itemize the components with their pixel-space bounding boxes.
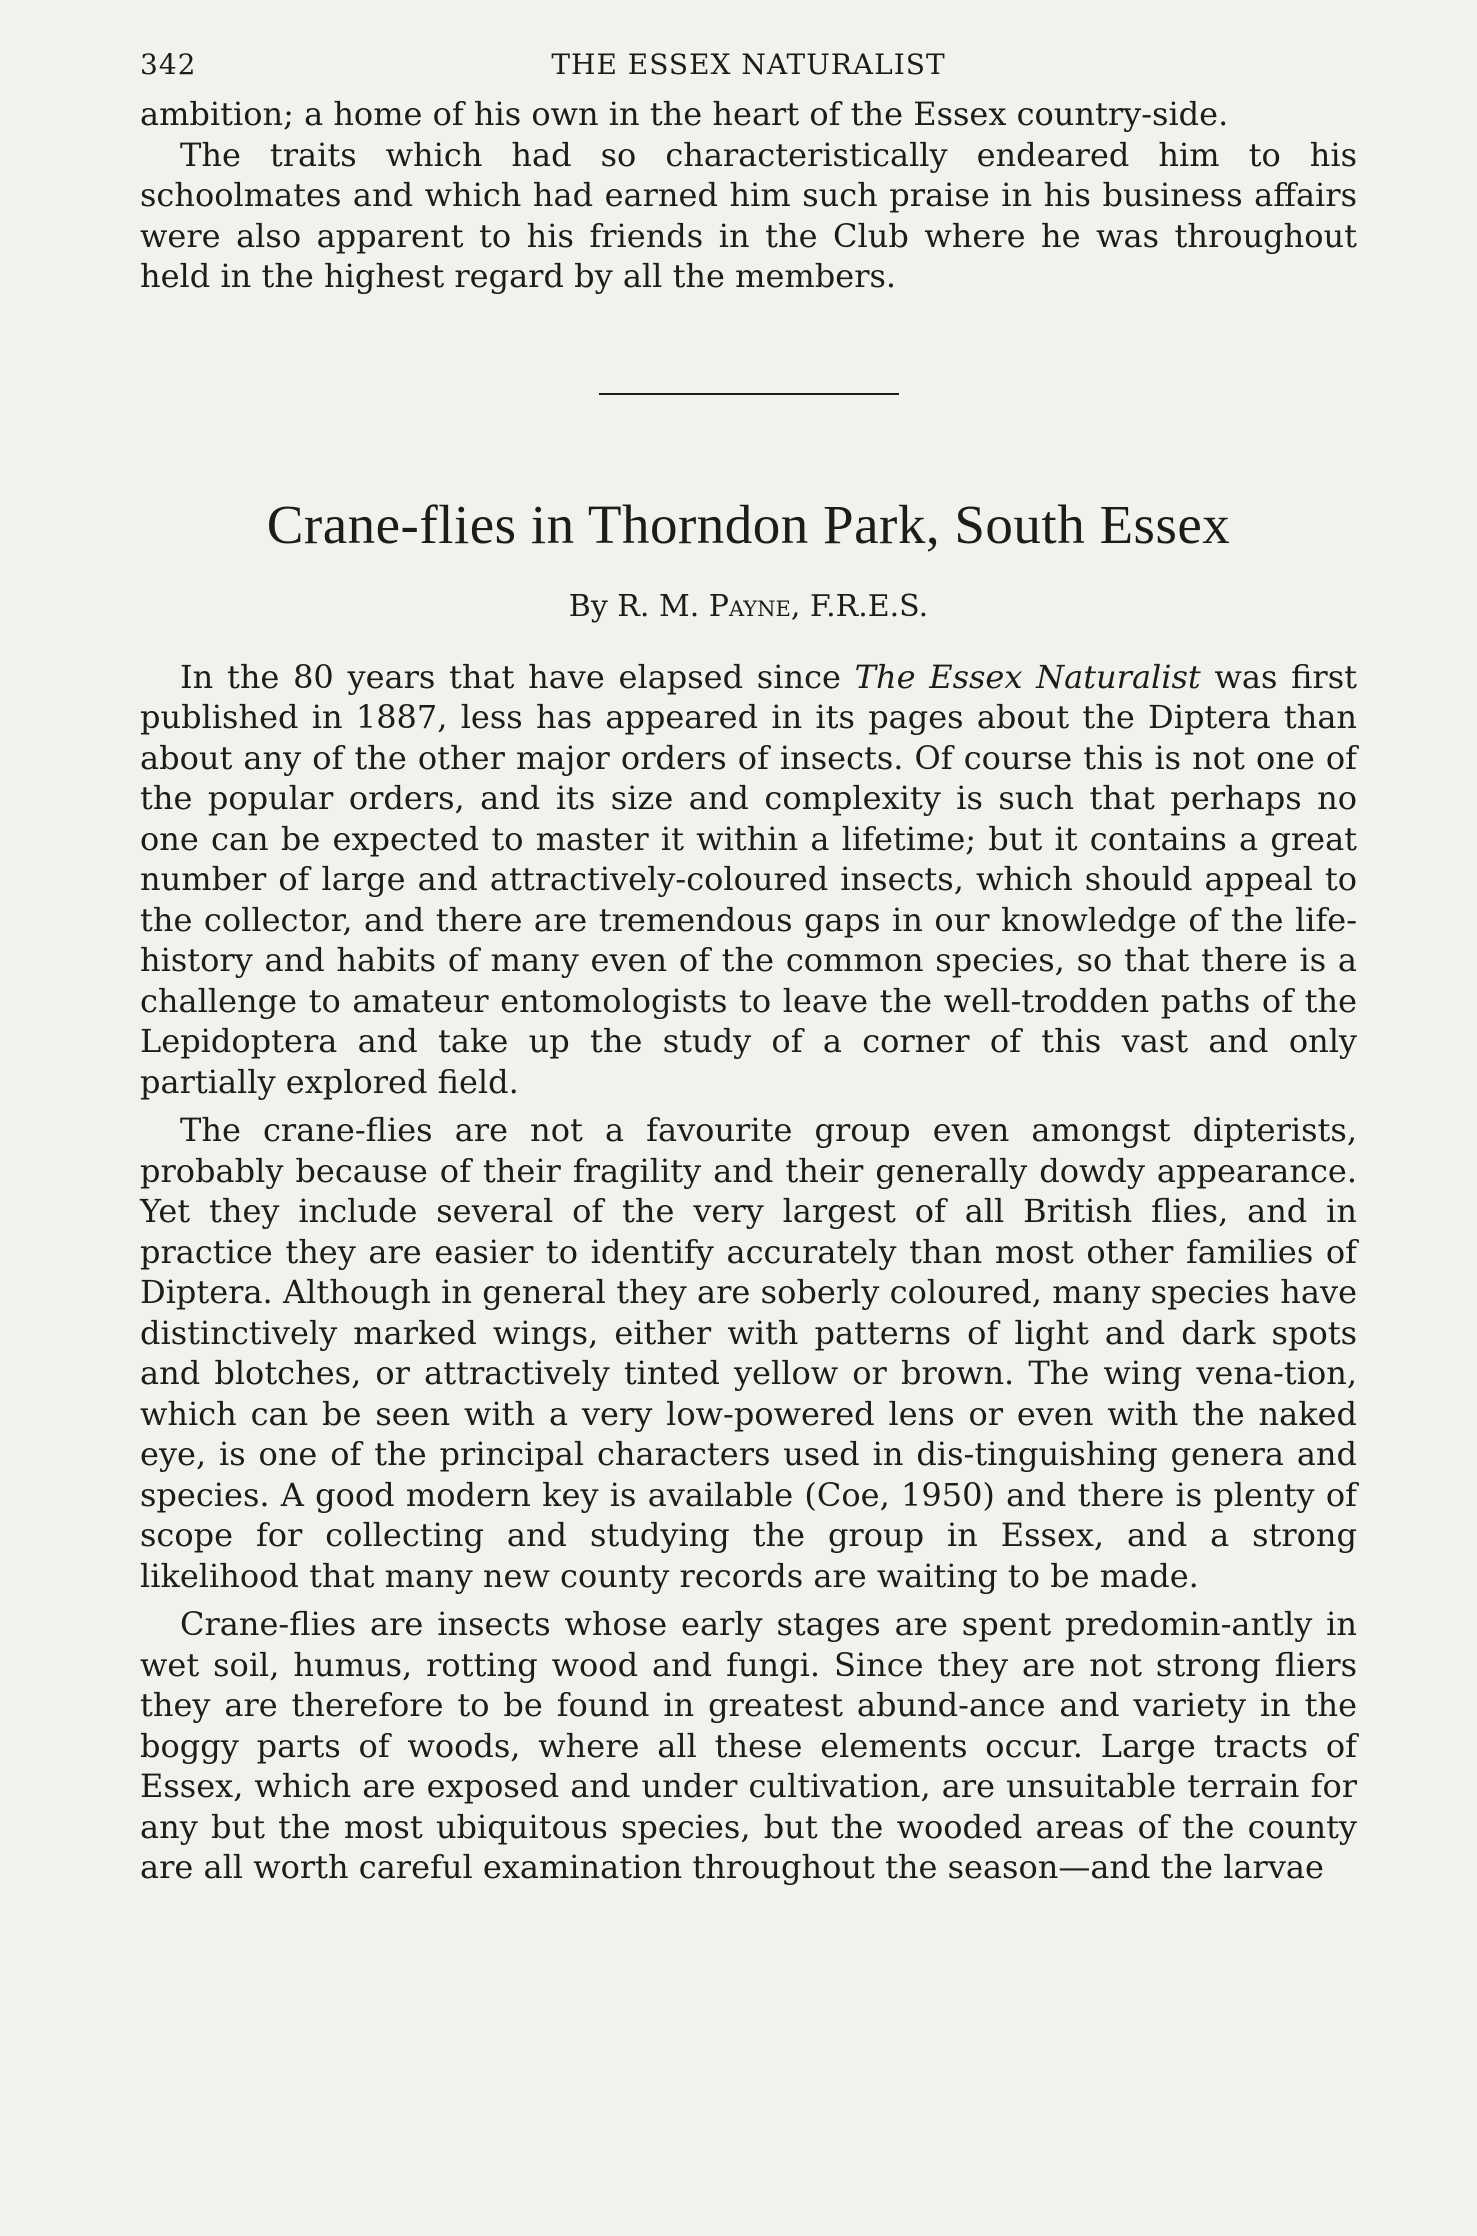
article-paragraph-3: Crane-flies are insects whose early stages are spent predomin-antly in wet soil, humus, rotting wood and fungi. Since they are not strong fliers they are therefore to be found in greatest abund-ance and variety in the boggy parts of woods, where all these elements occur. Large tracts of Essex, which are exposed and under cultivation, are unsuitable terrain for any but the most ubiquitous species, but the wooded areas of the county are all worth careful examination throughout the season—and the larvae [140,1605,1357,1886]
running-head [140,48,1357,94]
article-paragraph-2: The crane-flies are not a favourite group even amongst dipterists, probably because of their fragility and their generally dowdy appearance. Yet they include several of the very largest of all British flies, and in practice they are easier to identify accurately than most other families of Diptera. Although in general they are soberly coloured, many species have distinctively marked wings, either with patterns of light and dark spots and blotches, or attractively tinted yellow or brown. The wing vena-tion, which can be seen with a very low-powered lens or even with the naked eye, is one of the principal characters used in dis-tinguishing genera and species. A good modern key is available (Coe, 1950) and there is plenty of scope for collecting and studying the group in Essex, and a strong likelihood that many new county records are waiting to be made. [140,1111,1357,1595]
journal-name: THE ESSEX NATURALIST [551,48,946,81]
byline-prefix: By R. M. [568,588,700,624]
article-paragraph-1 [140,657,1357,1103]
section-divider [599,393,899,395]
byline-suffix: , F.R.E.S. [790,588,929,624]
paragraph-1-rest: was first published in 1887, less has appeared in its pages about the Diptera than about any of the other major orders of insects. Of course this is not one of the popular orders, and its size and complexity is such that perhaps no one can be expected to master it within a lifetime; but it contains a great number of large and attractively-coloured insects, which should appeal to the collector, and there are tremendous gaps in our knowledge of the life-history and habits of many even of the common species, so that there is a challenge to amateur entomologists to leave the well-trodden paths of the Lepidoptera and take up the study of a corner of this vast and only partially explored field. [140,657,1357,1101]
continued-text [140,94,1357,297]
journal-title-italic: The Essex Naturalist [854,657,1201,696]
page-number: 342 [140,48,197,81]
article-body [140,657,1357,1888]
article-byline [140,587,1357,627]
article-title: Crane-flies in Thorndon Park, South Essex [266,493,1231,555]
byline-author: Payne [708,588,791,624]
paragraph-1-start: In the 80 years that have elapsed since [180,657,841,696]
continued-paragraph-2: The traits which had so characteristically endeared him to his schoolmates and which had earned him such praise in his business affairs were also apparent to his friends in the Club where he was throughout held in the highest regard by all the members. [140,135,1357,295]
continued-paragraph-1: ambition; a home of his own in the heart of the Essex country-side. [140,95,1229,133]
